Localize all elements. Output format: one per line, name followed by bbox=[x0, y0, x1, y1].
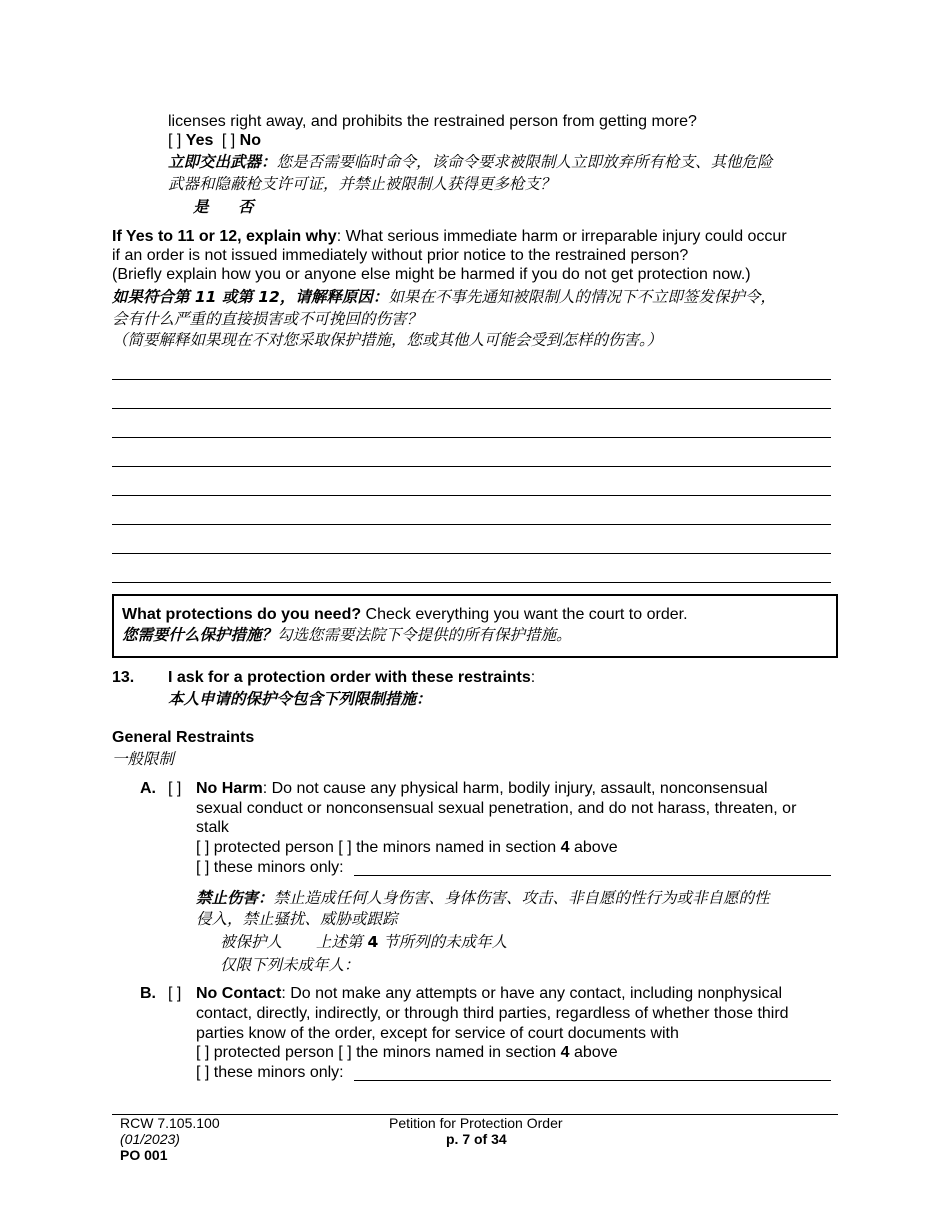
item-b-line2: contact, directly, indirectly, or through third parties, regardless of whether those third bbox=[196, 1005, 789, 1022]
item-a-zh-title: 禁止伤害： bbox=[196, 889, 274, 907]
general-restraints-heading: General Restraints bbox=[112, 729, 255, 746]
explain-answer-line-7[interactable] bbox=[112, 553, 831, 554]
protections-text: Check everything you want the court to order. bbox=[361, 606, 688, 623]
item-a-line2: sexual conduct or nonconsensual sexual penetration, and do not harass, threaten, or bbox=[196, 800, 797, 817]
explain-zh-line2: 会有什么严重的直接损害或不可挽回的伤害？ bbox=[112, 310, 423, 328]
q12-zh-no: 否 bbox=[238, 198, 254, 216]
item-a-text: : Do not cause any physical harm, bodily injury, assault, nonconsensual bbox=[262, 780, 768, 797]
footer-date: (01/2023) bbox=[120, 1131, 180, 1147]
item-a-option-1-end: above bbox=[569, 839, 618, 856]
item-a-zh-line2: 侵入，禁止骚扰、威胁或跟踪 bbox=[196, 910, 398, 928]
protections-heading: What protections do you need? bbox=[122, 606, 362, 623]
footer-form-title: Petition for Protection Order bbox=[389, 1115, 563, 1131]
explain-answer-line-1[interactable] bbox=[112, 379, 831, 380]
item-b-title: No Contact bbox=[196, 985, 282, 1002]
no-checkbox[interactable]: [ ] bbox=[221, 132, 236, 149]
section-13-title: I ask for a protection order with these restraints bbox=[168, 669, 531, 686]
section-13-heading bbox=[168, 668, 535, 688]
item-a-option-2[interactable]: [ ] these minors only: bbox=[196, 859, 344, 876]
section-13-zh: 本人申请的保护令包含下列限制措施： bbox=[168, 690, 432, 708]
item-b-option-1-text: [ ] protected person [ ] the minors named in section bbox=[196, 1044, 561, 1061]
explain-text: : What serious immediate harm or irreparable injury could occur bbox=[336, 228, 787, 245]
explain-answer-line-2[interactable] bbox=[112, 408, 831, 409]
item-a-zh-section-num: 4 bbox=[367, 933, 379, 951]
item-b-section-num: 4 bbox=[560, 1044, 570, 1061]
protections-line1 bbox=[122, 605, 688, 625]
item-a-checkbox[interactable]: [ ] bbox=[168, 780, 182, 797]
explain-answer-line-5[interactable] bbox=[112, 495, 831, 496]
footer-rcw: RCW 7.105.100 bbox=[120, 1115, 220, 1131]
item-a-option-1[interactable] bbox=[196, 838, 618, 858]
item-a-minors-field[interactable] bbox=[354, 875, 831, 876]
item-a-line3: stalk bbox=[196, 819, 229, 836]
explain-answer-line-6[interactable] bbox=[112, 524, 831, 525]
item-a-zh-line1 bbox=[196, 888, 770, 908]
explain-answer-line-3[interactable] bbox=[112, 437, 831, 438]
item-b-line1 bbox=[196, 984, 782, 1004]
item-b-option-1[interactable] bbox=[196, 1043, 618, 1063]
explain-zh-line1 bbox=[112, 287, 776, 307]
item-a-letter: A. bbox=[140, 780, 156, 797]
item-b-option-2[interactable]: [ ] these minors only: bbox=[196, 1064, 344, 1081]
item-a-line1 bbox=[196, 779, 768, 799]
item-a-zh-opt1a: 被保护人 bbox=[220, 933, 283, 951]
item-a-option-1-text: [ ] protected person [ ] the minors named in section bbox=[196, 839, 561, 856]
footer-page-number: p. 7 of 34 bbox=[446, 1131, 507, 1147]
explain-heading: If Yes to 11 or 12, explain why bbox=[112, 228, 337, 245]
q12-options bbox=[168, 131, 261, 151]
no-label: No bbox=[239, 132, 261, 149]
explain-zh-text: 如果在不事先通知被限制人的情况下不立即签发保护令， bbox=[388, 288, 776, 306]
explain-answer-line-4[interactable] bbox=[112, 466, 831, 467]
item-b-option-1-end: above bbox=[569, 1044, 618, 1061]
explain-zh-heading: 如果符合第 11 或第 12，请解释原因： bbox=[112, 288, 389, 306]
q12-zh-title: 立即交出武器： bbox=[168, 153, 277, 171]
q12-text: licenses right away, and prohibits the restrained person from getting more? bbox=[168, 113, 697, 130]
item-a-section-num: 4 bbox=[560, 839, 570, 856]
protections-zh-text: 勾选您需要法院下令提供的所有保护措施。 bbox=[277, 626, 572, 644]
item-a-title: No Harm bbox=[196, 780, 263, 797]
yes-label: Yes bbox=[185, 132, 214, 149]
protections-zh-heading: 您需要什么保护措施？ bbox=[122, 626, 278, 644]
section-13-number: 13. bbox=[112, 669, 135, 686]
item-a-zh-opt1b-text: 上述第 bbox=[316, 933, 368, 951]
item-a-zh-opt2: 仅限下列未成年人： bbox=[220, 956, 360, 974]
item-b-minors-field[interactable] bbox=[354, 1080, 831, 1081]
section-13-colon: : bbox=[530, 669, 536, 686]
item-b-text: : Do not make any attempts or have any contact, including nonphysical bbox=[281, 985, 783, 1002]
q12-zh-line2: 武器和隐蔽枪支许可证，并禁止被限制人获得更多枪支？ bbox=[168, 175, 556, 193]
protections-zh-line bbox=[122, 625, 572, 645]
general-restraints-zh: 一般限制 bbox=[112, 750, 175, 768]
explain-line2: if an order is not issued immediately without prior notice to the restrained person? bbox=[112, 247, 689, 264]
explain-line1 bbox=[112, 227, 787, 247]
explain-answer-line-8[interactable] bbox=[112, 582, 831, 583]
yes-checkbox[interactable]: [ ] bbox=[168, 132, 182, 149]
item-a-zh-opt1b bbox=[316, 932, 507, 952]
q12-zh-yes: 是 bbox=[193, 198, 209, 216]
q12-zh-text: 您是否需要临时命令，该命令要求被限制人立即放弃所有枪支、其他危险 bbox=[276, 153, 773, 171]
item-b-line3: parties know of the order, except for service of court documents with bbox=[196, 1025, 679, 1042]
item-b-checkbox[interactable]: [ ] bbox=[168, 985, 182, 1002]
explain-line3: (Briefly explain how you or anyone else might be harmed if you do not get protection now.) bbox=[112, 266, 751, 283]
q12-zh-line1 bbox=[168, 152, 773, 172]
item-a-zh-text: 禁止造成任何人身伤害、身体伤害、攻击、非自愿的性行为或非自愿的性 bbox=[273, 889, 770, 907]
item-a-zh-opt1c-text: 节所列的未成年人 bbox=[378, 933, 508, 951]
item-b-letter: B. bbox=[140, 985, 156, 1002]
footer-form-number: PO 001 bbox=[120, 1147, 168, 1163]
explain-zh-line3: （简要解释如果现在不对您采取保护措施，您或其他人可能会受到怎样的伤害。） bbox=[112, 331, 663, 349]
